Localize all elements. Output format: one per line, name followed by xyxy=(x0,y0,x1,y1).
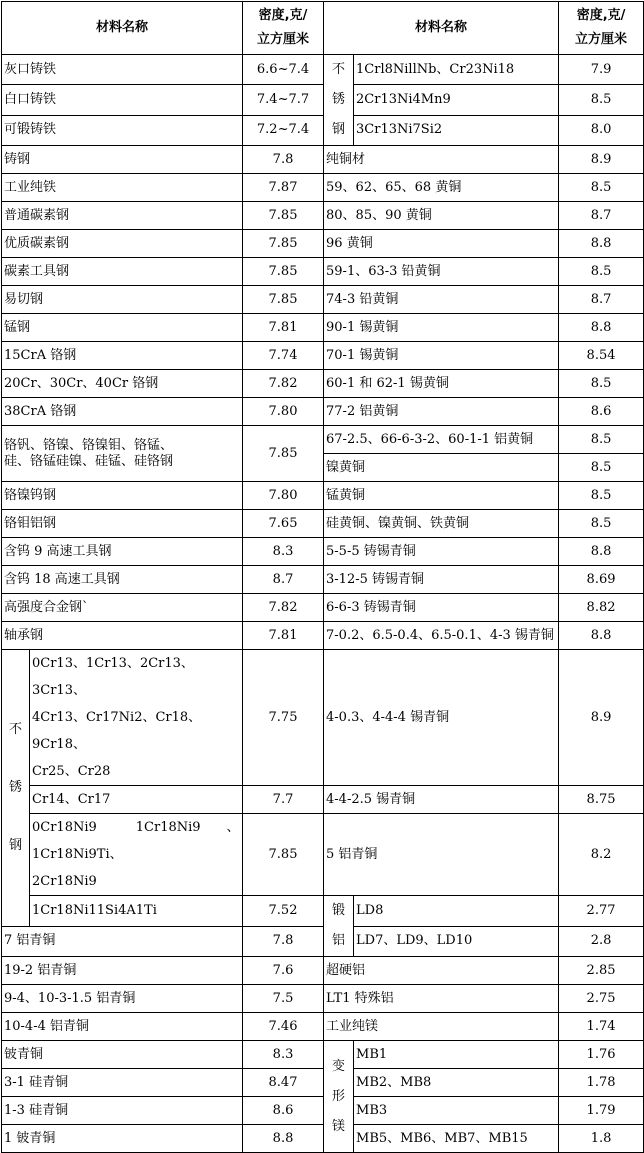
material-name: Cr14、Cr17 xyxy=(30,786,243,814)
table-row xyxy=(2,342,644,370)
material-name: 铸钢 xyxy=(2,146,243,174)
density-value: 7.75 xyxy=(243,650,324,786)
material-name: 96 黄铜 xyxy=(324,230,559,258)
density-value: 8.3 xyxy=(243,538,324,566)
density-value: 7.7 xyxy=(243,786,324,814)
table-row xyxy=(2,1125,644,1153)
material-name: MB5、MB6、MB7、MB15 xyxy=(354,1125,559,1153)
material-name: MB1 xyxy=(354,1041,559,1069)
table-row xyxy=(2,258,644,286)
density-value: 7.85 xyxy=(243,230,324,258)
material-name: 90-1 锡黄铜 xyxy=(324,314,559,342)
material-name: 6-6-3 铸锡青铜 xyxy=(324,594,559,622)
material-name: 5 铝青铜 xyxy=(324,814,559,896)
density-value: 1.8 xyxy=(559,1125,644,1153)
table-row xyxy=(2,398,644,426)
material-name: 1Cr18Ni11Si4A1Ti xyxy=(30,896,243,927)
material-name: 15CrA 铬钢 xyxy=(2,342,243,370)
table-row xyxy=(2,510,644,538)
material-name: MB3 xyxy=(354,1097,559,1125)
density-value: 6.6~7.4 xyxy=(243,55,324,85)
density-value: 8.7 xyxy=(559,202,644,230)
material-name: 铬镍钨钢 xyxy=(2,482,243,510)
density-value: 7.9 xyxy=(559,55,644,85)
table-row xyxy=(2,482,644,510)
material-name: 0Cr13、1Cr13、2Cr13、3Cr13、 4Cr13、Cr17Ni2、Cr18、9Cr18、 Cr25、Cr28 xyxy=(30,650,243,786)
material-name: LD8 xyxy=(354,896,559,927)
density-value: 8.0 xyxy=(559,115,644,145)
material-name: 白口铸铁 xyxy=(2,85,243,115)
table-row xyxy=(2,230,644,258)
material-name: 锰黄铜 xyxy=(324,482,559,510)
table-row xyxy=(2,1069,644,1097)
material-name: 1 铍青铜 xyxy=(2,1125,243,1153)
density-value: 7.82 xyxy=(243,370,324,398)
material-name: 10-4-4 铝青铜 xyxy=(2,1013,243,1041)
density-value: 7.8 xyxy=(243,146,324,174)
material-name: 4-0.3、4-4-4 锡青铜 xyxy=(324,650,559,786)
material-name: 80、85、90 黄铜 xyxy=(324,202,559,230)
material-name: 7 铝青铜 xyxy=(2,926,243,957)
material-name: LT1 特殊铝 xyxy=(324,985,559,1013)
density-value: 8.69 xyxy=(559,566,644,594)
table-row xyxy=(2,957,644,985)
table-row xyxy=(2,426,644,454)
density-value: 8.5 xyxy=(559,426,644,454)
density-value: 1.79 xyxy=(559,1097,644,1125)
density-value: 8.6 xyxy=(243,1097,324,1125)
table-row xyxy=(2,896,644,927)
density-value: 7.46 xyxy=(243,1013,324,1041)
density-value: 2.77 xyxy=(559,896,644,927)
material-name: 易切钢 xyxy=(2,286,243,314)
density-value: 7.5 xyxy=(243,985,324,1013)
density-value: 7.81 xyxy=(243,622,324,650)
material-name: 2Cr13Ni4Mn9 xyxy=(354,85,559,115)
density-value: 7.52 xyxy=(243,896,324,927)
density-value: 7.6 xyxy=(243,957,324,985)
material-name: 铬钼铝钢 xyxy=(2,510,243,538)
density-value: 8.5 xyxy=(559,454,644,482)
group-label-forged-aluminum: 锻 铝 xyxy=(324,896,354,957)
group-label-stainless-right: 不 锈 钢 xyxy=(324,55,354,146)
density-value: 8.3 xyxy=(243,1041,324,1069)
table-row xyxy=(2,85,644,115)
header-material-name-right: 材料名称 xyxy=(324,2,559,55)
density-value: 8.75 xyxy=(559,786,644,814)
material-name: 1-3 硅青铜 xyxy=(2,1097,243,1125)
density-value: 8.8 xyxy=(559,314,644,342)
material-name: 含钨 9 高速工具钢 xyxy=(2,538,243,566)
table-row xyxy=(2,146,644,174)
density-value: 7.85 xyxy=(243,426,324,482)
material-name: 77-2 铝黄铜 xyxy=(324,398,559,426)
density-value: 7.80 xyxy=(243,398,324,426)
table-row xyxy=(2,115,644,145)
table-row xyxy=(2,566,644,594)
density-value: 7.87 xyxy=(243,174,324,202)
density-value: 8.2 xyxy=(559,814,644,896)
density-value: 7.85 xyxy=(243,286,324,314)
material-name: 60-1 和 62-1 锡黄铜 xyxy=(324,370,559,398)
table-row xyxy=(2,202,644,230)
density-value: 8.7 xyxy=(243,566,324,594)
density-value: 7.8 xyxy=(243,926,324,957)
density-value: 7.80 xyxy=(243,482,324,510)
density-value: 7.85 xyxy=(243,814,324,896)
material-name: 59-1、63-3 铅黄铜 xyxy=(324,258,559,286)
material-name: 高强度合金钢` xyxy=(2,594,243,622)
density-value: 7.81 xyxy=(243,314,324,342)
material-name: 67-2.5、66-6-3-2、60-1-1 铝黄铜 xyxy=(324,426,559,454)
material-name: 9-4、10-3-1.5 铝青铜 xyxy=(2,985,243,1013)
material-name: 含钨 18 高速工具钢 xyxy=(2,566,243,594)
header-density-right: 密度,克/ 立方厘米 xyxy=(559,2,644,55)
density-value: 8.7 xyxy=(559,286,644,314)
density-value: 8.8 xyxy=(243,1125,324,1153)
material-name: 工业纯铁 xyxy=(2,174,243,202)
material-name: 镍黄铜 xyxy=(324,454,559,482)
table-row xyxy=(2,650,644,786)
density-value: 8.54 xyxy=(559,342,644,370)
group-label-wrought-magnesium: 变 形 镁 xyxy=(324,1041,354,1153)
material-name: 3-12-5 铸锡青铜 xyxy=(324,566,559,594)
material-name: 锰钢 xyxy=(2,314,243,342)
density-value: 7.82 xyxy=(243,594,324,622)
table-row xyxy=(2,786,644,814)
table-row xyxy=(2,370,644,398)
material-name: 碳素工具钢 xyxy=(2,258,243,286)
density-value: 8.9 xyxy=(559,146,644,174)
table-row xyxy=(2,174,644,202)
material-name: 3-1 硅青铜 xyxy=(2,1069,243,1097)
material-name: 1Crl8NillNb、Cr23Ni18 xyxy=(354,55,559,85)
density-value: 8.5 xyxy=(559,85,644,115)
material-name: 可锻铸铁 xyxy=(2,115,243,145)
material-name: 优质碳素钢 xyxy=(2,230,243,258)
material-name: 38CrA 铬钢 xyxy=(2,398,243,426)
density-value: 8.5 xyxy=(559,174,644,202)
material-name: 轴承钢 xyxy=(2,622,243,650)
material-name: LD7、LD9、LD10 xyxy=(354,926,559,957)
material-name: 铍青铜 xyxy=(2,1041,243,1069)
density-table xyxy=(1,1,644,1153)
density-value: 7.85 xyxy=(243,202,324,230)
material-name: 59、62、65、68 黄铜 xyxy=(324,174,559,202)
material-name: 19-2 铝青铜 xyxy=(2,957,243,985)
table-row xyxy=(2,594,644,622)
density-value: 7.74 xyxy=(243,342,324,370)
material-name: 铬钒、铬镍、铬镍钼、铬锰、 硅、铬锰硅镍、硅锰、硅铬钢 xyxy=(2,426,243,482)
density-value: 8.8 xyxy=(559,230,644,258)
density-value: 8.8 xyxy=(559,622,644,650)
density-value: 7.85 xyxy=(243,258,324,286)
table-row xyxy=(2,985,644,1013)
material-name: 3Cr13Ni7Si2 xyxy=(354,115,559,145)
group-label-stainless-left: 不 锈 钢 xyxy=(2,650,30,927)
table-row xyxy=(2,1041,644,1069)
density-value: 2.8 xyxy=(559,926,644,957)
material-name: 普通碳素钢 xyxy=(2,202,243,230)
density-value: 8.8 xyxy=(559,538,644,566)
table-row xyxy=(2,55,644,85)
material-name: MB2、MB8 xyxy=(354,1069,559,1097)
density-value: 1.78 xyxy=(559,1069,644,1097)
table-row xyxy=(2,1097,644,1125)
header-density-left: 密度,克/ 立方厘米 xyxy=(243,2,324,55)
material-name: 灰口铸铁 xyxy=(2,55,243,85)
material-name: 74-3 铅黄铜 xyxy=(324,286,559,314)
density-value: 8.6 xyxy=(559,398,644,426)
table-row xyxy=(2,1013,644,1041)
table-row xyxy=(2,538,644,566)
material-name: 4-4-2.5 锡青铜 xyxy=(324,786,559,814)
material-name: 工业纯镁 xyxy=(324,1013,559,1041)
density-value: 8.5 xyxy=(559,482,644,510)
table-row xyxy=(2,926,644,957)
density-value: 7.2~7.4 xyxy=(243,115,324,145)
material-name: 20Cr、30Cr、40Cr 铬钢 xyxy=(2,370,243,398)
density-value: 8.82 xyxy=(559,594,644,622)
header-row xyxy=(2,2,644,55)
density-value: 1.74 xyxy=(559,1013,644,1041)
table-row xyxy=(2,314,644,342)
density-value: 7.4~7.7 xyxy=(243,85,324,115)
density-value: 2.85 xyxy=(559,957,644,985)
density-value: 8.5 xyxy=(559,370,644,398)
density-value: 8.5 xyxy=(559,510,644,538)
density-value: 8.9 xyxy=(559,650,644,786)
material-name: 5-5-5 铸锡青铜 xyxy=(324,538,559,566)
material-name: 硅黄铜、镍黄铜、铁黄铜 xyxy=(324,510,559,538)
material-name: 70-1 锡黄铜 xyxy=(324,342,559,370)
density-value: 2.75 xyxy=(559,985,644,1013)
table-row xyxy=(2,622,644,650)
density-value: 8.47 xyxy=(243,1069,324,1097)
material-name: 超硬铝 xyxy=(324,957,559,985)
density-value: 7.65 xyxy=(243,510,324,538)
table-row xyxy=(2,814,644,896)
density-value: 8.5 xyxy=(559,258,644,286)
material-name: 7-0.2、6.5-0.4、6.5-0.1、4-3 锡青铜 xyxy=(324,622,559,650)
material-name: 纯铜材 xyxy=(324,146,559,174)
table-row xyxy=(2,286,644,314)
header-material-name-left: 材料名称 xyxy=(2,2,243,55)
material-name: 0Cr18Ni9 1Cr18Ni9 、 1Cr18Ni9Ti、 2Cr18Ni9 xyxy=(30,814,243,896)
density-value: 1.76 xyxy=(559,1041,644,1069)
